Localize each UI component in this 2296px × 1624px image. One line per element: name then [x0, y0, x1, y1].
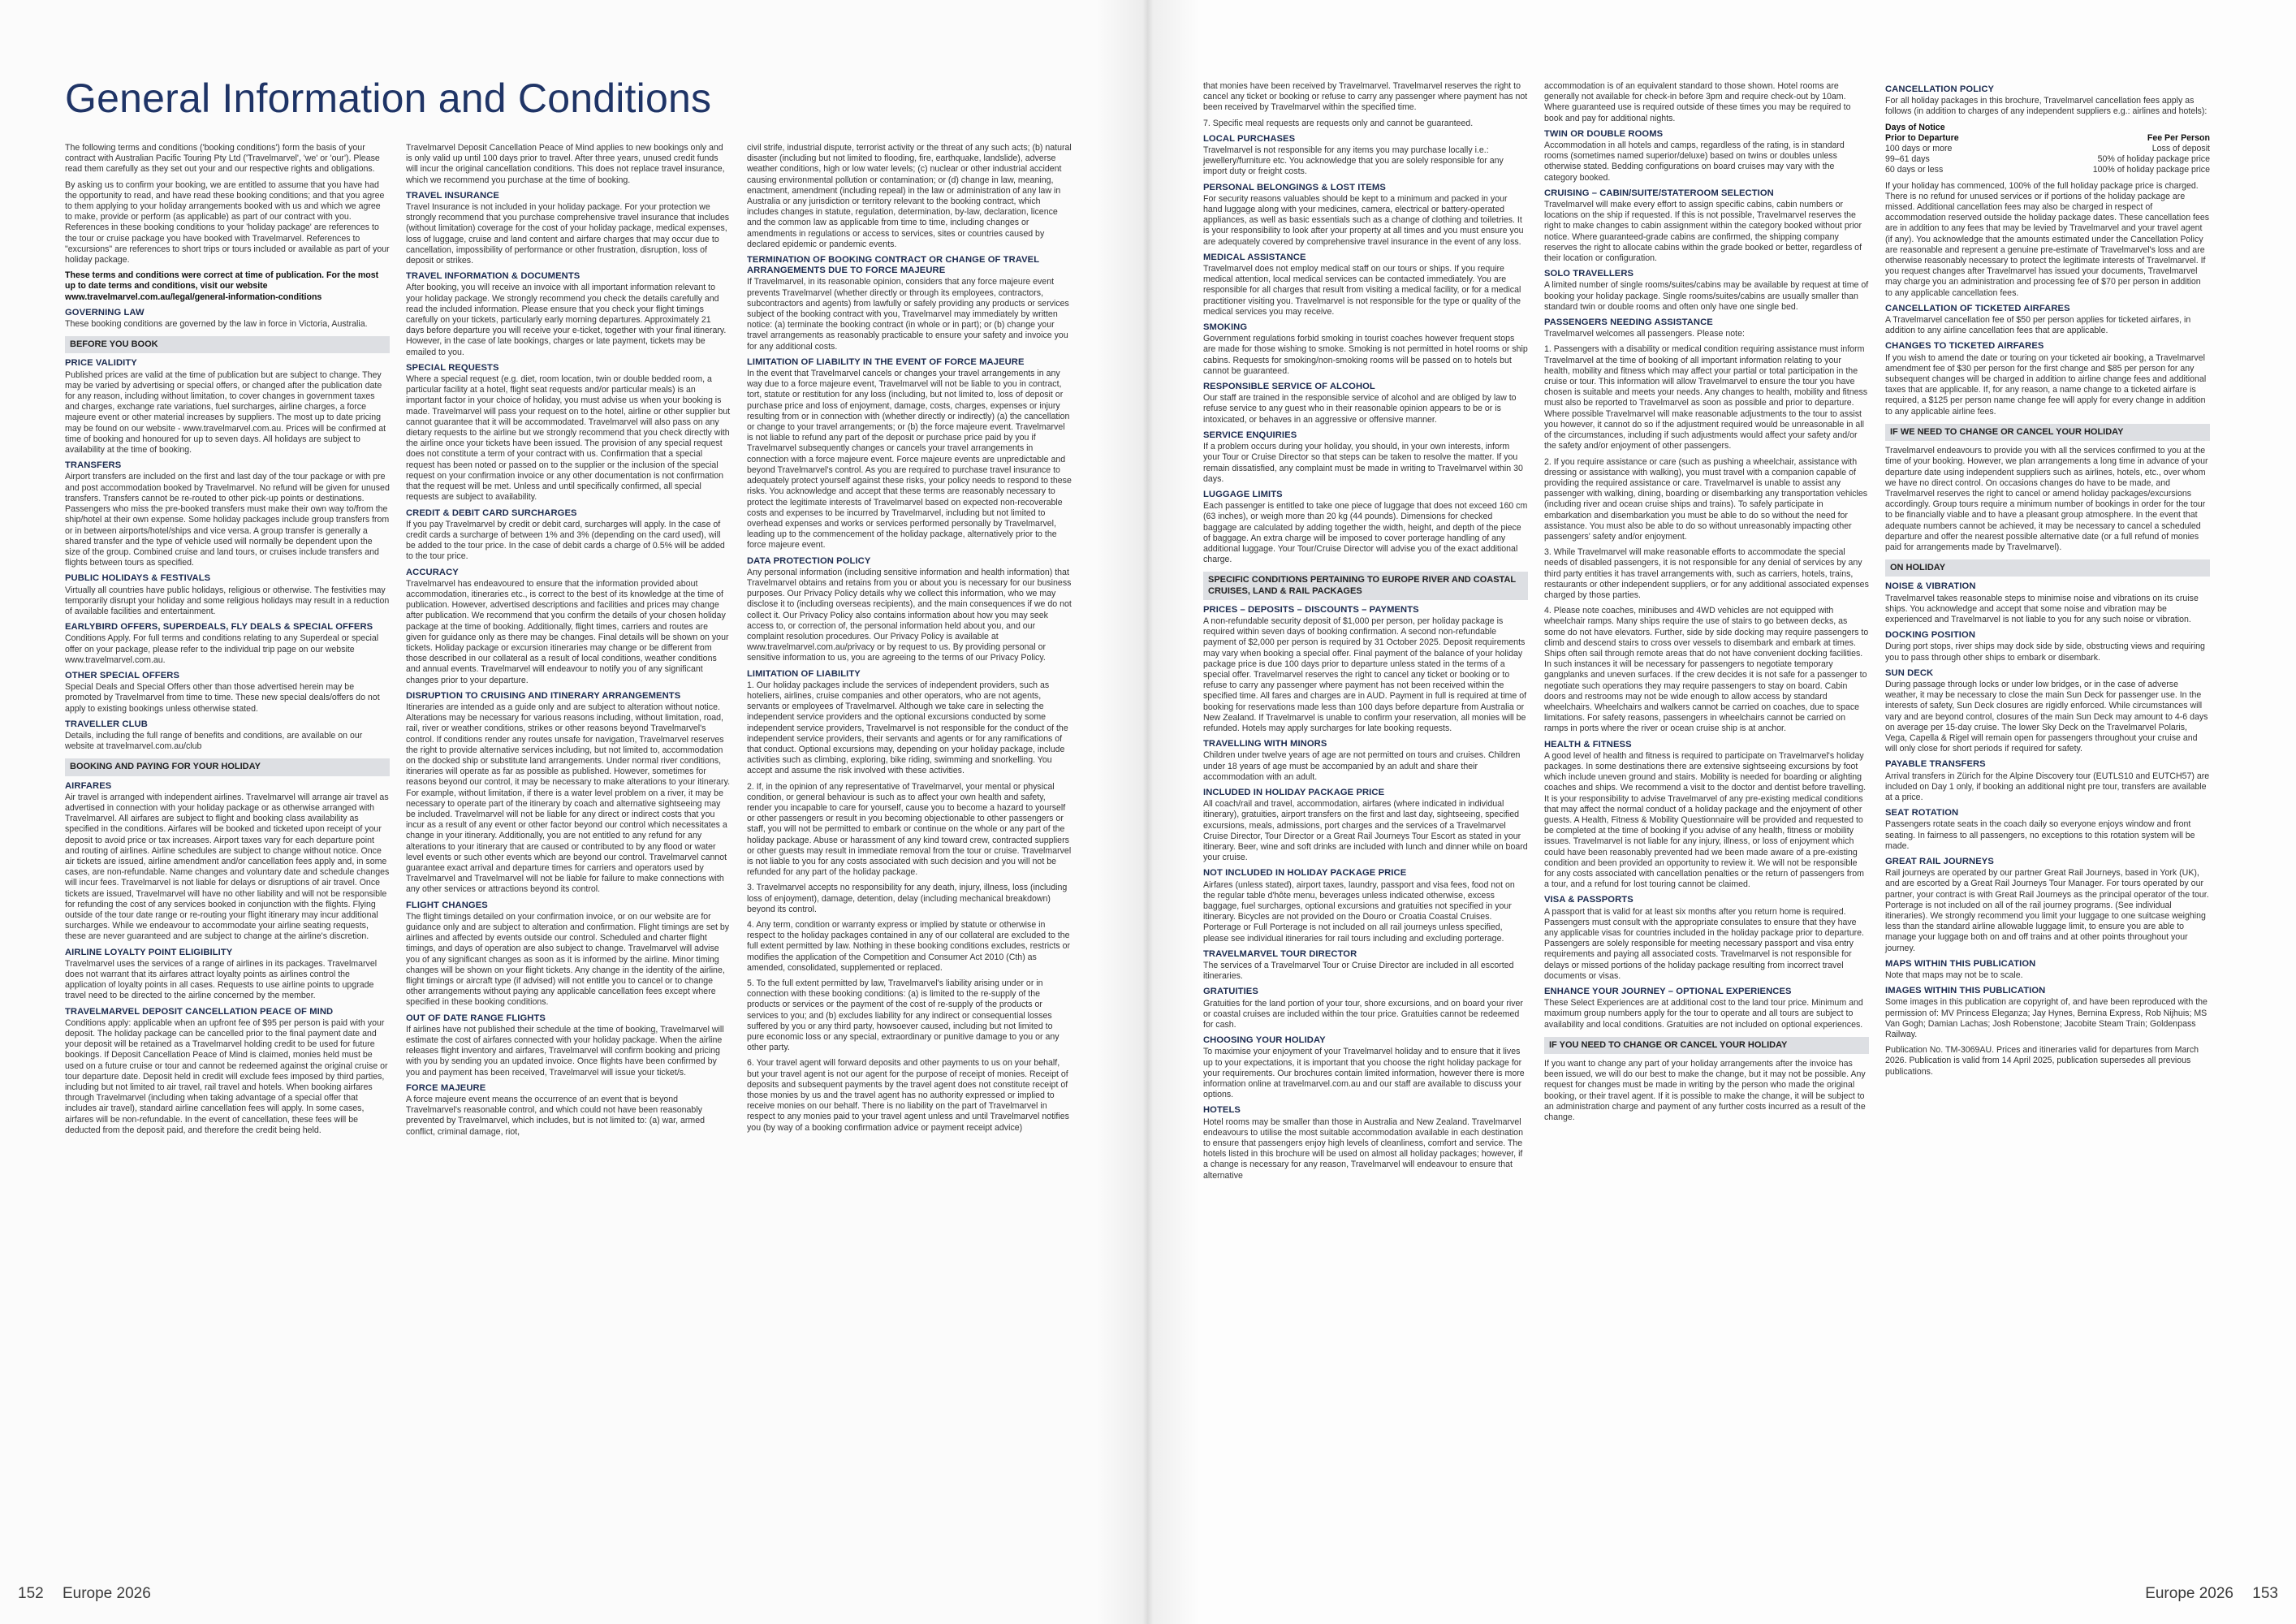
page-number: 152 [18, 1585, 44, 1602]
section-text: After booking, you will receive an invoice with all important information relevant to your holiday package. We strongly recommend you check the details carefully and read the included information. Please ensure that you check your flight timings carefully on your tickets, particularly early morning departures. Approximately 21 days before departure you will receive your e-ticket, together with your final itinerary. However, in the case of late bookings, charges or late payment, tickets may be emailed to you. [406, 283, 727, 357]
section-heading: TRAVEL INSURANCE [406, 190, 499, 201]
section-text: Children under twelve years of age are not permitted on tours and cruises. Children under 18 years of age must be accompanied by an adult and share their accommodation with an adult. [1203, 750, 1521, 782]
section-heading: PASSENGERS NEEDING ASSISTANCE [1544, 317, 1713, 328]
section-heading: CANCELLATION POLICY [1885, 84, 1995, 94]
section-text: If airlines have not published their schedule at the time of booking, Travelmarvel will estimate the cost of airfares connected with your holiday package. When the airline releases flight inventory and airfares, Travelmarvel will confirm booking and pricing with you by sending you an updated invoice. Once flights have been confirmed by you and payment has been received, Travelmarvel will issue your ticket/s. [406, 1024, 724, 1078]
table-cell: 50% of holiday package price [2097, 154, 2210, 165]
section-heading: LIMITATION OF LIABILITY IN THE EVENT OF FORCE MAJEURE [747, 356, 1025, 367]
section-text: A non-refundable security deposit of $1,000 per person, per holiday package is required within seven days of booking confirmation. A second non-refundable payment of $2,000 per person is required by 31 October 2025. Deposit requirements may vary when booking a special offer. Final payment of the balance of your holiday package price is due 100 days prior to departure unless stated in the terms of a special offer. Travelmarvel reserves the right to cancel any ticket or booking or to refuse to carry any passenger where payment has not been received within the specified time. All fares and charges are in AUD. Payment in full is required at time of booking for reservations made less than 100 days before departure from Australia or New Zealand. If Travelmarvel is unable to confirm your reservation, all monies will be refunded. Hotels may apply surcharges for late booking requests. [1203, 615, 1527, 733]
section-heading: EARLYBIRD OFFERS, SUPERDEALS, FLY DEALS & SPECIAL OFFERS [65, 622, 373, 633]
section-text: Conditions apply: applicable when an upfront fee of $95 per person is paid with your deposit. The holiday package can be cancelled prior to the final payment date and your deposit will be retained as a Travelmarvel holding credit to be used for future bookings. If Deposit Cancellation Peace of Mind is claimed, monies held must be used on a future cruise or tour and cannot be redeemed against the original cruise or tour departure date. Deposit held in credit will exclude fees imposed by third parties, including but not limited to air travel, rail travel and hotels. When booking airfares through Travelmarvel (including when taking advantage of a special offer that includes air travel), standard airline cancellation fees will apply. In some cases, airfares will be non-refundable. In the event of cancellation, these fees will be deducted from the deposit paid, and therefore the credit being held. [65, 1017, 388, 1135]
section-heading: CHANGES TO TICKETED AIRFARES [1885, 341, 2044, 352]
section-text: Some images in this publication are copyright of, and have been reproduced with the permission of: MV Princess Eleganza; Jay Hynes, Bernina Express, Rob Nijhuis; MS Van Gogh; Damian Lachas; Josh Robenstone; Jacobite Steam Train; Goldenpass Railway. [1885, 997, 2208, 1040]
section-text: These booking conditions are governed by the law in force in Victoria, Australia. [65, 319, 368, 330]
section-text: Special Deals and Special Offers other than those advertised herein may be promoted by Travelmarvel from time to time. These new special deals/offers do not apply to existing bookings unless otherwise stated. [65, 682, 380, 714]
section-text: Itineraries are intended as a guide only and are subject to alteration without notice. Alterations may be necessary for various reasons including, without limitation, road, rail, river or weather conditions, strikes or other reasons beyond Travelmarvel's control. If conditions render any routes unsafe for navigation, Travelmarvel reserves the right to provide alternative services including, but not limited to, accommodation on the docked ship or substitute land arrangements. Under normal river conditions, itineraries will operate as far as possible as published. However, sometimes for reasons beyond our control, it may be necessary to make alterations to your itinerary. For example, without limitation, if there is a water level problem on a river, it may be necessary to operate part of the itinerary by coach and alternative sightseeing may be included. Travelmarvel will not be liable for any direct or indirect costs that you incur as a result of any event or other factor beyond our control which necessitates a change in your itinerary. Additionally, you are not entitled to any refund for any alterations to your itinerary that are caused or contributed to by any flood or water level events or such other events which are beyond our control. Travelmarvel cannot guarantee exact arrival and departure times for carriers and operators used by Travelmarvel and Travelmarvel will not be liable for failure to make connections with any other services or attractions beyond its control. [406, 702, 731, 895]
section-text: that monies have been received by Travelmarvel. Travelmarvel reserves the right to cancel any ticket or booking or refuse to carry any passenger where payment has not been received by Travelmarvel within the specified time. [1203, 81, 1528, 113]
section-heading: GRATUITIES [1203, 987, 1258, 997]
section-heading: TRANSFERS [65, 460, 122, 471]
section-text: Virtually all countries have public holidays, religious or otherwise. The festivities may temporarily disrupt your holiday and some religious holidays may result in a reduction of available facilities and entertainment. [65, 585, 390, 616]
section-heading: OUT OF DATE RANGE FLIGHTS [406, 1013, 546, 1023]
table-cell: 100 days or more [1885, 144, 1953, 154]
section-heading: PRICE VALIDITY [65, 358, 137, 369]
section-text: For all holiday packages in this brochure, Travelmarvel cancellation fees apply as follows (in addition to charges of any independent suppliers e.g.: airlines and hotels): [1885, 96, 2208, 117]
list-item: 1. Passengers with a disability or medical condition requiring assistance must inform Travelmarvel at the time of booking of all important information relating to your health, mobility and fitness which may affect your partial or total participation in the cruise or tour. This information will allow Travelmarvel to ensure the tour you have chosen is suitable and meets your needs. Any changes to health, mobility and fitness must also be reported to Travelmarvel as soon as possible and prior to departure. Where possible Travelmarvel will make reasonable adjustments to the tour to assist you however, it cannot do so if the adjustment required would be unreasonable in all of the circumstances, including if such adjustments would affect your safety and/or the safety and/or enjoyment of other passengers. [1544, 344, 1868, 451]
section-heading: INCLUDED IN HOLIDAY PACKAGE PRICE [1203, 787, 1385, 797]
section-text: Government regulations forbid smoking in tourist coaches however frequent stops are made for those wishing to smoke. Smoking is not permitted in hotel rooms or ship cabins. Requests for smoking/non-smoking rooms will be passed on to hotels but cannot be guaranteed. [1203, 334, 1528, 376]
section-text: Arrival transfers in Zürich for the Alpine Discovery tour (EUTLS10 and EUTCH57) are included on Day 1 only, if booking an additional night pre tour, transfers are available at a price. [1885, 771, 2210, 802]
section-text: Travelmarvel will make every effort to assign specific cabins, cabin numbers or locations on the ship if requested. If this is not possible, Travelmarvel reserves the right to make changes to cabin assignment within the category booked without prior notice. Where guaranteed-grade cabins are confirmed, the shipping company reserves the right to allocate cabins within the grade booked or better, regardless of their location or configuration. [1544, 200, 1862, 264]
section-heading: AIRLINE LOYALTY POINT ELIGIBILITY [65, 947, 233, 957]
column-5 [1544, 81, 1869, 1128]
section-text: A passport that is valid for at least six months after you return home is required. Passengers must consult with the appropriate consulates to ensure that they have any applicable visas for countries included in the holiday package prior to departure. Passengers are solely responsible for meeting necessary passport and visa entry requirements and paying all associated costs. Travelmarvel is not responsible for delays or missed portions of the holiday package resulting from incorrect travel documents or visas. [1544, 906, 1864, 981]
section-text: Where a special request (e.g. diet, room location, twin or double bedded room, a particular facility at a hotel, flight seat requests and/or particular meals) is an important factor in your choice of holiday, you must advise us when your booking is made. Travelmarvel will pass your request on to the hotel, airline or other supplier but cannot guarantee that it will be accommodated. Travelmarvel will also pass on any dietary requests to the airline but we strongly recommend that you check directly with the airline once your tickets have been issued. The provision of any special request does not constitute a term of your contract with us. Confirmation that a special request has been noted or passed on to the supplier or the inclusion of the special request on your confirmation invoice or any other documentation is not confirmation that the request will be met. Unless and until specifically confirmed, all special requests are subject to availability. [406, 374, 731, 503]
list-item: 6. Your travel agent will forward deposits and other payments to us on your behalf, but your travel agent is not our agent for the purpose of receipt of monies. Receipt of deposits and subsequent payments by the travel agent does not constitute receipt of those monies by us and the travel agent has no authority expressed or implied to receive monies on our behalf. There is no liability on the part of Travelmarvel in respect to any monies paid to your travel agent unless and until Travelmarvel notifies you (by way of a booking confirmation advice or payment receipt advice) [747, 1058, 1069, 1133]
section-heading: AIRFARES [65, 780, 112, 791]
left-footer [18, 1585, 151, 1603]
section-text: Travelmarvel welcomes all passengers. Please note: [1544, 329, 1745, 339]
section-text: civil strife, industrial dispute, terrorist activity or the threat of any such acts; (b) natural disaster (including but not limited to flooding, fire, earthquake, landslide), adverse weather conditions, high or low water levels; (c) nuclear or other industrial accident causing environmental pollution or contamination; or (d) change in law, meaning, enactment, amendment (including repeal) in the law or administration of any law in Australia or any jurisdiction or territory relevant to the booking contract, which includes changes in statute, regulation, determination, by-law, declaration, licence and the common law as applicable from time to time, including changes or amendments in regulations or access to services, sites or countries caused by declared epidemic or pandemic events. [747, 143, 1072, 249]
section-heading: CRUISING – CABIN/SUITE/STATEROOM SELECTION [1544, 188, 1774, 198]
section-text: accommodation is of an equivalent standard to those shown. Hotel rooms are generally not available for check-in before 3pm and require check-out by 10am. Where guaranteed use is required outside of these times you may be required to book and pay for additional nights. [1544, 81, 1851, 123]
section-text: Travel Insurance is not included in your holiday package. For your protection we strongly recommend that you purchase comprehensive travel insurance that includes (without limitation) coverage for the cost of your holiday package, medical expenses, loss of luggage, cruise and land content and airfare charges that may occur due to cancellation, impossibility of performance or other frustration, disruption, loss of deposit or strikes. [406, 202, 730, 266]
list-item: 1. Our holiday packages include the services of independent providers, such as hoteliers, airlines, cruise companies and other operators, who are not agents, servants or employees of Travelmarvel. Although we take care in selecting the independent service providers and the optional excursions conducted by some independent service providers, Travelmarvel is not responsible for the conduct of the independent service providers, their servants and agents or for any ramifications of that conduct. Optional excursions may, depending on your holiday package, include activities such as climbing, exploring, bike riding, swimming and snorkelling. You accept and assume the risk involved with these activities. [747, 680, 1068, 776]
list-item: 2. If, in the opinion of any representative of Travelmarvel, your mental or physical condition, or general behaviour is such as to affect your own health and safety, render you incapable to care for yourself, cause you to become a hazard to yourself or other passengers or result in you becoming objectionable to other passengers or staff, you will not be permitted to embark or continue on the whole or any part of the holiday package. Abuse or harassment of any kind toward crew, contracted suppliers or other guests may result in immediate removal from the tour or cruise. Travelmarvel is not liable to you for any costs associated with such decision and you will not be refunded for any part of the holiday package. [747, 781, 1072, 878]
section-heading: TRAVELMARVEL DEPOSIT CANCELLATION PEACE OF MIND [65, 1006, 334, 1017]
section-heading: NOT INCLUDED IN HOLIDAY PACKAGE PRICE [1203, 868, 1407, 879]
section-heading: MEDICAL ASSISTANCE [1203, 252, 1306, 262]
section-text: During port stops, river ships may dock side by side, obstructing views and requiring you to pass through other ships to embark or disembark. [1885, 641, 2205, 663]
intro-website-note: These terms and conditions were correct at time of publication. For the most up to date terms and conditions, visit our website www.travelmarvel.com.au/legal/general-information-conditions [65, 270, 379, 302]
section-heading: PRICES – DEPOSITS – DISCOUNTS – PAYMENTS [1203, 604, 1419, 615]
section-text: Passengers rotate seats in the coach daily so everyone enjoys window and front seating. In fairness to all passengers, no exceptions to this rotation system will be made. [1885, 819, 2195, 851]
section-band: SPECIFIC CONDITIONS PERTAINING TO EUROPE RIVER AND COASTAL CRUISES, LAND & RAIL PACKAGES [1203, 572, 1528, 599]
section-text: Travelmarvel does not employ medical staff on our tours or ships. If you require medical attention, local medical services can be contacted immediately. You are responsible for all charges that result from visiting a medical facility, or for a medical practitioner visiting you. Travelmarvel is not responsible for the type or quality of the medical services you may receive. [1203, 264, 1521, 317]
section-heading: NOISE & VIBRATION [1885, 581, 1976, 592]
section-text: A limited number of single rooms/suites/cabins may be available by request at time of booking your holiday package. Single rooms/suites/cabins are usually smaller than standard twin or double rooms and often only have one single bed. [1544, 280, 1869, 312]
section-heading: ACCURACY [406, 567, 459, 577]
table-cell: Loss of deposit [2151, 144, 2210, 154]
brand-label: Europe 2026 [62, 1585, 151, 1602]
section-text: Note that maps may not be to scale. [1885, 970, 2023, 981]
section-heading: CANCELLATION OF TICKETED AIRFARES [1885, 303, 2070, 313]
table-cell: 100% of holiday package price [2092, 165, 2210, 175]
section-heading: TRAVELMARVEL TOUR DIRECTOR [1203, 948, 1357, 959]
section-text: If your holiday has commenced, 100% of the full holiday package price is charged. There is no refund for unused services or if portions of the holiday package are missed. Additional cancellation fees may also be charged in respect of accommodation reserved outside the holiday package dates. These cancellation fees are in addition to any fees that may be levied by Travelmarvel and your travel agent (if any). You acknowledge that the amounts estimated under the Cancellation Policy are reasonable and represent a genuine pre-estimate of Travelmarvel's loss and are otherwise reasonably necessary to protect the legitimate interests of Travelmarvel. If you request changes after Travelmarvel has issued your documents, Travelmarvel may charge you an administration and processing fee of $70 per person in addition to any applicable cancellation fees. [1885, 180, 2210, 298]
section-text: To maximise your enjoyment of your Travelmarvel holiday and to ensure that it lives up to your expectations, it is important that you choose the right holiday package for your requirements. Our brochures contain limited information, however there is more information online at travelmarvel.com.au and our staff are available to discuss your options. [1203, 1047, 1525, 1100]
column-3 [747, 143, 1072, 1138]
section-heading: DISRUPTION TO CRUISING AND ITINERARY ARRANGEMENTS [406, 690, 681, 701]
section-text: During passage through locks or under low bridges, or in the case of adverse weather, it may be necessary to close the main Sun Deck for passenger use. In the interests of safety, Sun Deck closures are rigidly enforced. While circumstances will vary and are beyond control, closures of the main Sun Deck may amount to 4-6 days on average per 15-day cruise. The lower Sky Deck on the Travelmarvel Polaris, Vega, Capella & Rigel will remain open for passengers throughout your cruise and will only close for short periods if required for safety. [1885, 679, 2208, 754]
section-heading: PAYABLE TRANSFERS [1885, 759, 1986, 770]
section-heading: RESPONSIBLE SERVICE OF ALCOHOL [1203, 382, 1375, 392]
section-text: Travelmarvel takes reasonable steps to minimise noise and vibrations on its cruise ships. You acknowledge and accept that some noise and vibration may be experienced and Travelmarvel is not liable to you for any such noise or vibration. [1885, 593, 2199, 624]
section-text: Any personal information (including sensitive information and health information) that Travelmarvel obtains and retains from you or about you is necessary for our business purposes. Our Privacy Policy details why we collect this information, who we may disclose it to (including overseas recipients), and the main consequences if we do not collect it. Our Privacy Policy also contains information about how you may seek access to, or correction of, the personal information held about you, and our complaint resolution procedures. Our Privacy Policy is available at www.travelmarvel.com.au/privacy or by request to us. By providing personal or sensitive information to us, you are agreeing to the terms of our Privacy Policy. [747, 567, 1072, 663]
section-text: If you want to change any part of your holiday arrangements after the invoice has been issued, we will do our best to make the change, but it may not be possible. Any request for changes must be made in writing by the person who made the original booking, or their travel agent. If it is possible to make the change, it will be subject to an administration charge and payment of any further costs incurred as a result of the change. [1544, 1059, 1866, 1123]
section-heading: PUBLIC HOLIDAYS & FESTIVALS [65, 573, 211, 584]
section-text: Travelmarvel has endeavoured to ensure that the information provided about accommodation, itineraries etc., is correct to the best of its knowledge at the time of publication. However, advertised descriptions and facilities and prices may change after publication. We recommend that you confirm the details of your chosen holiday package at the time of booking. Additionally, flight times, carriers and routes are given for guidance only as there may be changes. Final details will be shown on your tickets. Holiday package or excursion itineraries may change or be different from those described in our collateral as a result of local conditions, weather conditions and annual events. Travelmarvel will endeavour to notify you of any significant changes prior to your departure. [406, 578, 729, 685]
section-heading: IMAGES WITHIN THIS PUBLICATION [1885, 986, 2046, 996]
section-text: Air travel is arranged with independent airlines. Travelmarvel will arrange air travel as advertised in connection with your holiday package or as otherwise arranged with Travelmarvel. All airfares are subject to flight and booking class availability as specified in the conditions. Airfares will be booked and ticketed upon receipt of your deposit to avoid price or tax increases. Airport taxes vary for each departure point and routing of airlines. Airline schedules are subject to change without notice. Once air tickets are issued, airline amendment and/or cancellation fees apply and, in some cases, are non-refundable. Name changes and voluntary date and schedule changes will incur fees. Travelmarvel is not liable for delays or disruptions of air travel. Once tickets are issued, Travelmarvel will have no other liability and will not be responsible for refunding the cost of any services booked in conjunction with the flights. Flying outside of the tour date range or re-routing your flight itinerary may incur additional surcharges. While we endeavour to accommodate your airline seating requests, these are never guaranteed and are subject to change at the airline's discretion. [65, 792, 390, 942]
section-text: Accommodation in all hotels and camps, regardless of the rating, is in standard rooms (sometimes named superior/deluxe) based on twins or doubles unless otherwise stated. Bedding configurations on board cruises may vary with the category booked. [1544, 140, 1845, 183]
section-text: If you pay Travelmarvel by credit or debit card, surcharges will apply. In the case of credit cards a surcharge of between 1% and 3% (depending on the card used), will be added to the tour price. In the case of debit cards a charge of 0.5% will be added to the tour price. [406, 519, 725, 562]
section-text: A good level of health and fitness is required to participate on Travelmarvel's holiday packages. In some destinations there are extensive sightseeing excursions by foot which include uneven ground and stairs. Mobility is needed for boarding or alighting coaches and ships. We recommend a visit to the doctor and dentist before travelling. It is your responsibility to advise Travelmarvel of any pre-existing medical conditions that may affect the normal conduct of a holiday package and the enjoyment of other guests. A Health, Fitness & Mobility Questionnaire will be provided and requested to be completed at the time of booking if you advise of any health, fitness or mobility issues. Travelmarvel is not liable for any injury, illness, or loss of enjoyment which could have been reasonably prevented had we been made aware of a pre-existing condition and been provided an opportunity to review it. We will not be responsible for any costs associated with cancellation penalties or the return of passengers from a tour, and a refund for lost touring cannot be claimed. [1544, 750, 1867, 890]
section-heading: PERSONAL BELONGINGS & LOST ITEMS [1203, 182, 1386, 192]
list-item: 5. To the full extent permitted by law, Travelmarvel's liability arising under or in connection with these booking conditions: (a) is limited to the re-supply of the products or services or the payment of the cost of re-supply of the products or services to you; and (b) excludes liability for any indirect or consequential losses suffered by you or any third party, howsoever caused, including but not limited to pure economic loss or any special, extraordinary or punitive damage to you or any other party. [747, 978, 1060, 1053]
intro-paragraph: The following terms and conditions ('booking conditions') form the basis of your contract with Australian Pacific Touring Pty Ltd ('Travelmarvel', 'we' or 'our'). Please read them carefully as they set out your and our respective rights and obligations. [65, 143, 380, 175]
section-text: Airport transfers are included on the first and last day of the tour package or with pre and post accommodation booked by Travelmarvel. No refund will be given for unused transfers. Transfers cannot be re-routed to other pick-up points or destinations. Passengers who miss the pre-booked transfers must make their own way to/from the ship/hotel at their own expense. Some holiday packages include group transfers from or in between airports/hotel/ships and vice versa. A group transfer is generally a shared transfer and the type of vehicle used will normally be dependent upon the size of the group. Combined cruise and land tours, or cruises include transfers and flights between tours as specified. [65, 472, 390, 568]
section-text: The flight timings detailed on your confirmation invoice, or on our website are for guidance only and are subject to alteration and confirmation. Flight timings are set by airlines and affected by events outside our control. Scheduled and charter flight timings, and days of operation are also subject to change. Travelmarvel will advise you of any significant changes as soon as it is informed by the airline. Minor timing changes will be shown on your flight tickets. Any change in the identity of the airline, flight timings or aircraft type (if advised) will not entitle you to cancel or to change other arrangements without paying any applicable cancellation fees except where specified in these booking conditions. [406, 911, 730, 1008]
page-title: General Information and Conditions [65, 76, 712, 121]
section-heading: TWIN OR DOUBLE ROOMS [1544, 128, 1664, 139]
table-header: Fee Per Person [2147, 132, 2210, 143]
section-text: Travelmarvel is not responsible for any items you may purchase locally i.e.: jewellery/furniture etc. You acknowledge that you are solely responsible for any import duty or freight costs. [1203, 145, 1504, 177]
section-text: If a problem occurs during your holiday, you should, in your own interests, inform your Tour or Cruise Director so that steps can be taken to resolve the matter. If you remain dissatisfied, any complaint must be made in writing to Travelmarvel within 30 days. [1203, 442, 1523, 484]
section-text: For security reasons valuables should be kept to a minimum and packed in your hand luggage along with your medicines, camera, electrical or battery-operated appliances, as well as basic essentials such as a change of clothing and toiletries. It is your responsibility to look after your property at all times and you must ensure you are adequately covered by comprehensive travel insurance in the event of any loss. [1203, 193, 1524, 247]
column-4 [1203, 81, 1528, 1186]
section-heading: OTHER SPECIAL OFFERS [65, 670, 180, 680]
section-text: Details, including the full range of benefits and conditions, are available on our website at travelmarvel.com.au/club [65, 730, 363, 752]
section-heading: FORCE MAJEURE [406, 1082, 486, 1093]
section-heading: TRAVELLING WITH MINORS [1203, 739, 1327, 749]
section-text: Travelmarvel Deposit Cancellation Peace of Mind applies to new bookings only and is only valid up until 100 days prior to travel. After three years, unused credit funds will incur the original cancellation conditions. This does not replace travel insurance, which we recommend you purchase at the time of booking. [406, 143, 725, 185]
section-text: Travelmarvel endeavours to provide you with all the services confirmed to you at the time of your booking. However, we plan arrangements a long time in advance of your departure date using independent suppliers such as airlines, hotels, etc., over whom we have no direct control. On occasions changes do have to be made, and Travelmarvel reserves the right to cancel or amend holiday packages/excursions accordingly. Group tours require a minimum number of bookings in order for the tour to be financially viable and to have a pleasant group atmosphere. In the event that adequate numbers cannot be achieved, it may be necessary to cancel a scheduled departure and offer the nearest possible alternative date (or a full refund of monies paid for arrangements made by Travelmarvel). [1885, 446, 2208, 552]
section-heading: CREDIT & DEBIT CARD SURCHARGES [406, 508, 577, 518]
section-heading: VISA & PASSPORTS [1544, 895, 1634, 905]
section-heading: TRAVEL INFORMATION & DOCUMENTS [406, 271, 580, 282]
section-heading: ENHANCE YOUR JOURNEY – OPTIONAL EXPERIENCES [1544, 987, 1792, 997]
right-page [1148, 0, 2296, 1624]
section-heading: HEALTH & FITNESS [1544, 739, 1632, 749]
list-item: 3. While Travelmarvel will make reasonable efforts to accommodate the special needs of disabled passengers, it is not responsible for any denial of services by any third party entities it has travel arrangements with, such as carriers, hotels, trains, restaurants or other independent suppliers, or for any additional associated expenses charged by those parties. [1544, 547, 1869, 600]
section-heading: HOTELS [1203, 1105, 1241, 1116]
section-text: Gratuities for the land portion of your tour, shore excursions, and on board your river or coastal cruises are included within the tour price. Gratuities cannot be redeemed for cash. [1203, 998, 1523, 1030]
section-heading: DATA PROTECTION POLICY [747, 555, 871, 566]
list-item: 2. If you require assistance or care (such as pushing a wheelchair, assistance with dressing or assistance with walking), you must travel with a companion capable of providing the required assistance or care. Travelmarvel is unable to assist any passenger with walking, dining, boarding or disembarking any transportation vehicles (including river and ocean cruise ships and trains). To safely participate in embarkation and disembarkation you must be able to do so without the need for assistance. You must also be able to do so without unreasonably impacting other passengers' safety and/or enjoyment. [1544, 456, 1868, 542]
section-band: IF YOU NEED TO CHANGE OR CANCEL YOUR HOLIDAY [1544, 1037, 1869, 1054]
section-band: BOOKING AND PAYING FOR YOUR HOLIDAY [65, 758, 390, 775]
section-heading: CHOOSING YOUR HOLIDAY [1203, 1035, 1326, 1046]
section-heading: FLIGHT CHANGES [406, 900, 488, 910]
table-cell: 60 days or less [1885, 165, 1944, 175]
brand-label: Europe 2026 [2145, 1585, 2234, 1602]
intro-paragraph: By asking us to confirm your booking, we are entitled to assume that you have had the opportunity to read, and have read these booking conditions; and that you agree to them applying to your holiday arrangements booked with us and which we agree to make, provide or perform (as applicable) as part of our contract with you. References in these booking conditions to your 'holiday package' are references to the tour or cruise package you have booked with Travelmarvel. References to "excursions" are references to short trips or tours included or available as part of your holiday package. [65, 179, 390, 266]
section-text: If you wish to amend the date or touring on your ticketed air booking, a Travelmarvel amendment fee of $30 per person for the first change and $85 per person for any subsequent changes will be charged in addition to airline change fees and additional taxes that are applicable. If, for any reason, a name change to a ticketed airfare is required, a $125 per person name change fee will apply for every change in addition to any applicable airline fees. [1885, 352, 2207, 417]
section-band: IF WE NEED TO CHANGE OR CANCEL YOUR HOLIDAY [1885, 424, 2210, 441]
section-heading: LUGGAGE LIMITS [1203, 489, 1283, 499]
column-6 [1885, 81, 2210, 1082]
section-text: Hotel rooms may be smaller than those in Australia and New Zealand. Travelmarvel endeavours to utilise the most suitable accommodation available in each destination to ensure that passengers enjoy high levels of cleanliness, comfort and service. The hotels listed in this brochure will be used on almost all holiday packages; however, if a change is necessary for any reason, Travelmarvel will endeavour to ensure that alternative [1203, 1116, 1523, 1181]
section-heading: GREAT RAIL JOURNEYS [1885, 857, 1994, 866]
section-heading: TERMINATION OF BOOKING CONTRACT OR CHANGE OF TRAVEL ARRANGEMENTS DUE TO FORCE MAJEURE [747, 255, 1039, 276]
section-text: Travelmarvel uses the services of a range of airlines in its packages. Travelmarvel does not warrant that its airfares attract loyalty points as airlines control the application of loyalty points in all cases. Requests to use airline points to upgrade travel need to be directed to the airline concerned by the member. [65, 958, 378, 1001]
section-text: These Select Experiences are at additional cost to the land tour price. Minimum and maximum group numbers apply for the tour to operate and all tours are subject to availability and local conditions. Gratuities are not included on optional experiences. [1544, 998, 1863, 1030]
section-heading: TRAVELLER CLUB [65, 719, 148, 729]
table-cell: 99–61 days [1885, 154, 1930, 165]
column-1 [65, 143, 390, 1141]
section-text: Each passenger is entitled to take one piece of luggage that does not exceed 160 cm (63 inches), or weigh more than 20 kg (44 pounds). Dimensions for checked baggage are calculated by adding together the width, height, and depth of the piece of baggage. An extra charge will be imposed to cover porterage handling of any additional luggage. Your Tour/Cruise Director will advise you of the exact additional charge. [1203, 501, 1528, 565]
list-item: 4. Please note coaches, minibuses and 4WD vehicles are not equipped with wheelchair ramps. Many ships require the use of stairs to go between decks, as some do not have elevators. Further, side by side docking may require passengers to climb and descend stairs to cross over vessels to disembark and embark at times. Ships often sail through remote areas that do not have convenient docking facilities. In such instances it will be necessary for passengers to negotiate temporary gangplanks and uneven surfaces. If the crew decides it is not safe for a passenger to negotiate such operations they may require passengers to stay on board. Cabin doors and restrooms may not be wide enough to allow access by standard wheelchairs. Wheelchairs and walkers cannot be carried on coaches, due to space limitations. For safety reasons, passengers in wheelchairs cannot be carried on ramps in ports where the river or ocean cruise ship is at anchor. [1544, 606, 1869, 734]
section-heading: SUN DECK [1885, 667, 1934, 678]
section-band: BEFORE YOU BOOK [65, 336, 390, 353]
section-heading: SOLO TRAVELLERS [1544, 269, 1634, 279]
section-heading: SMOKING [1203, 322, 1248, 333]
publication-note: Publication No. TM-3069AU. Prices and itineraries valid for departures from March 2026. Publication is valid from 14 April 2025, publication supersedes all previous publications. [1885, 1045, 2199, 1077]
cancellation-fee-table [1885, 123, 2210, 176]
section-text: Conditions Apply. For full terms and conditions relating to any Superdeal or special offer on your package, please refer to the individual trip page on our website www.travelmarvel.com.au. [65, 633, 379, 665]
section-heading: MAPS WITHIN THIS PUBLICATION [1885, 958, 2036, 969]
section-heading: DOCKING POSITION [1885, 630, 1975, 641]
page-number: 153 [2252, 1585, 2278, 1602]
list-item: 3. Travelmarvel accepts no responsibility for any death, injury, illness, loss (including loss of enjoyment), damage, detention, delay (including mechanical breakdown) beyond its control. [747, 883, 1068, 914]
section-text: All coach/rail and travel, accommodation, airfares (where indicated in individual itinerary), gratuities, airport transfers on the first and last day, sightseeing, specified excursions, meals, admissions, port charges and the services of a Travelmarvel Cruise Director, Tour Director or a Great Rail Journeys Tour Escort as stated in your itinerary. Beer, wine and soft drinks are included with lunch and dinner while on board your cruise. [1203, 799, 1528, 863]
section-text: In the event that Travelmarvel cancels or changes your travel arrangements in any way due to a force majeure event, Travelmarvel will not be liable to you in contract, tort, statute or restitution for any loss (including, but not limited to, loss of deposit or purchase price and loss of enjoyment, damage, costs, charges, expenses or injury resulting from or in connection with (whether directly or indirectly) (a) the cancellation or change to your travel arrangements; or (b) the force majeure event. Travelmarvel is not liable to refund any part of the deposit or purchase price paid by you if Travelmarvel subsequently changes or cancels your travel arrangements in connection with a force majeure event. Force majeure events are unpredictable and beyond Travelmarvel's control. As you are required to purchase travel insurance to adequately protect yourself against these risks, your policy needs to respond to these risks. You acknowledge and accept that these terms are reasonably necessary to protect the legitimate interests of Travelmarvel based on expected non-recoverable costs and expenses to be incurred by Travelmarvel, including but not limited to overhead expenses and works or services performed personally by Travelmarvel, leading up to the commencement of the holiday package, alternatively prior to the force majeure event. [747, 369, 1072, 551]
section-text: A force majeure event means the occurrence of an event that is beyond Travelmarvel's reasonable control, and which could not have been reasonably prevented by Travelmarvel, which includes, but is not limited to: (a) war, armed conflict, criminal damage, riot, [406, 1095, 705, 1137]
section-heading: GOVERNING LAW [65, 307, 145, 317]
section-heading: SPECIAL REQUESTS [406, 362, 499, 373]
section-heading: SERVICE ENQUIRIES [1203, 430, 1297, 440]
section-band: ON HOLIDAY [1885, 559, 2210, 577]
section-text: The services of a Travelmarvel Tour or Cruise Director are included in all escorted itineraries. [1203, 961, 1514, 982]
section-heading: SEAT ROTATION [1885, 808, 1959, 818]
section-text: 7. Specific meal requests are requests only and cannot be guaranteed. [1203, 118, 1474, 128]
section-text: Our staff are trained in the responsible service of alcohol and are obliged by law to refuse service to any guest who in their reasonable opinion appears to be or is intoxicated, or behaves in an aggressive or offensive manner. [1203, 393, 1517, 425]
section-heading: LIMITATION OF LIABILITY [747, 668, 861, 679]
table-header: Prior to Departure [1885, 132, 1959, 143]
list-item: 4. Any term, condition or warranty express or implied by statute or otherwise in respect to the holiday packages contained in any of our collateral are excluded to the full extent permitted by law. Nothing in these booking conditions excludes, restricts or modifies the application of the Competition and Consumer Act 2010 (Cth) as amended, consolidated, supplemented or replaced. [747, 920, 1071, 973]
section-heading: LOCAL PURCHASES [1203, 133, 1296, 144]
section-text: Airfares (unless stated), airport taxes, laundry, passport and visa fees, food not on the regular table d'hôte menu, beverages unless indicated otherwise, excess baggage, fuel surcharges, optional excursions and gratuities not specified in your itinerary. Bicycles are not provided on the Douro or Croatia Coastal Cruises. Porterage or Full Porterage is not included on all rail journeys unless specified, please see individual itineraries for rail tours including and excluding porterage. [1203, 879, 1515, 944]
section-text: A Travelmarvel cancellation fee of $50 per person applies for ticketed airfares, in addition to any airline cancellation fees that are applicable. [1885, 315, 2191, 336]
table-header: Days of Notice [1885, 122, 1945, 132]
right-footer [2145, 1585, 2278, 1603]
column-2 [406, 143, 731, 1142]
section-text: Rail journeys are operated by our partner Great Rail Journeys, based in York (UK), and are escorted by a Great Rail Journeys Tour Manager. For tours operated by our partner, your contract is with Great Rail Journeys as the principal operator of the tour. Porterage is not included on all of the rail journey programs. (See individual itineraries). We strongly recommend you limit your luggage to one suitcase weighing less than the standard airline allowable luggage limit, to ensure you are able to manage your luggage both on and off trains and at other points throughout your journey. [1885, 868, 2209, 953]
section-text: Published prices are valid at the time of publication but are subject to change. They may be varied by advertising or special offers, or changed after the publication date for any reason, including without limitation, to cover changes in government taxes and charges, exchange rate variations, fuel surcharges, airline charges, a force majeure event or other material increases by suppliers. The most up to date pricing may be found on our website - www.travelmarvel.com.au. Prices will be confirmed at time of booking and honoured for up to seven days. All holidays are subject to availability at the time of booking. [65, 369, 386, 456]
section-text: If Travelmarvel, in its reasonable opinion, considers that any force majeure event prevents Travelmarvel (whether directly or through its employees, contractors, subcontractors and agents) from lawfully or safely providing any products or services subject of the booking contract with you, Travelmarvel may immediately by written notice: (a) terminate the booking contract (in whole or in part); or (b) change your travel arrangements as reasonably practicable to ensure your safety and invoice you for any additional costs. [747, 277, 1069, 352]
